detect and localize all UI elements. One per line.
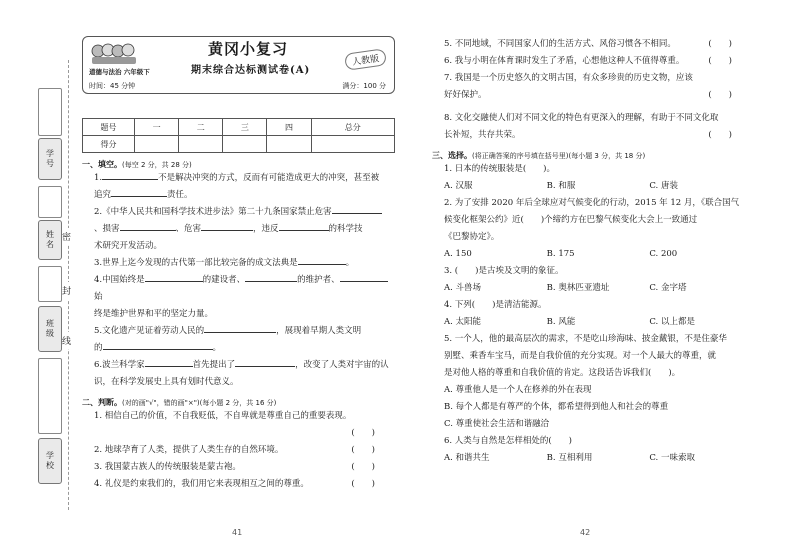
section2-heading <box>82 397 395 408</box>
q-text: ，展现着早期人类文明 <box>276 326 362 336</box>
fill-question-4 <box>82 272 395 306</box>
q-text: 2. 地球孕育了人类，提供了人类生存的自然环境。 <box>94 445 284 455</box>
choice-option[interactable]: B. 每个人都是有尊严的个体，都希望得到他人和社会的尊重 <box>444 402 669 412</box>
section3-heading <box>432 150 752 161</box>
q-text: 识，在科学发展史上具有划时代意义。 <box>94 377 239 387</box>
judge-question-3 <box>82 459 395 476</box>
score-input-cell[interactable] <box>179 136 223 153</box>
q-text: 4. 下列( )是清洁能源。 <box>444 300 547 310</box>
fill-question-6 <box>82 357 395 374</box>
choice-question-6 <box>432 433 752 450</box>
fill-question-5 <box>82 323 395 340</box>
choice-option[interactable]: C. 唐装 <box>649 181 678 191</box>
q-text: ，违反 <box>253 224 279 234</box>
q-text: 8. 文化交融使人们对不同文化的特色有更深入的理解，有助于不同文化取 <box>444 113 719 123</box>
q-text: 始 <box>94 292 103 302</box>
q-text: 5. 一个人，他的最高层次的需求，不是吃山珍海味、披金戴银，不是住豪华 <box>444 334 727 344</box>
q-text: 《巴黎协定》。 <box>444 232 500 242</box>
answer-blank[interactable] <box>102 170 158 180</box>
answer-blank[interactable] <box>298 255 346 265</box>
q-text: 3. 我国蒙古族人的传统服装是蒙古袍。 <box>94 462 241 472</box>
choice-option[interactable]: A. 150 <box>444 249 472 259</box>
strip-box-school <box>38 358 62 434</box>
answer-paren[interactable]: ( ) <box>708 130 732 140</box>
q-text: 7. 我国是一个历史悠久的文明古国，有众多珍贵的历史文物，应该 <box>444 73 693 83</box>
q-text: 不是解决冲突的方式，反而有可能造成更大的冲突，甚至被 <box>158 173 380 183</box>
choice-option[interactable]: B. 风能 <box>546 317 576 327</box>
q-text: 的建设者、 <box>202 275 246 285</box>
section3-note: (将正确答案的序号填在括号里)(每小题 3 分，共 18 分) <box>472 152 646 160</box>
q-text: 的科学技 <box>328 224 363 234</box>
choice-option[interactable]: A. 尊重他人是一个人在修养的外在表现 <box>444 385 592 395</box>
q-num: 3. <box>94 258 103 268</box>
choice-question-2-cont <box>432 212 752 229</box>
answer-paren[interactable]: ( ) <box>351 445 375 455</box>
binding-strip <box>0 0 82 550</box>
choice-options-3 <box>432 280 752 297</box>
answer-blank[interactable] <box>145 272 203 282</box>
answer-paren[interactable]: ( ) <box>708 56 732 66</box>
answer-blank[interactable] <box>120 221 176 231</box>
score-table-score-row <box>83 136 395 153</box>
strip-label-class: 班级 <box>38 306 62 352</box>
score-cell: 四 <box>267 119 311 136</box>
edition-badge: 人教版 <box>344 48 387 71</box>
score-input-cell[interactable] <box>223 136 267 153</box>
answer-blank[interactable] <box>279 221 329 231</box>
fill-question-1 <box>82 170 395 187</box>
seal-char-mi: 密 <box>62 228 71 245</box>
fill-question-2 <box>82 204 395 221</box>
q-text: 3. ( )是古埃及文明的象征。 <box>444 266 564 276</box>
q-text: 波兰科学家 <box>102 360 145 370</box>
seal-char-feng: 封 <box>62 282 71 299</box>
answer-blank[interactable] <box>340 272 388 282</box>
answer-paren[interactable]: ( ) <box>351 462 375 472</box>
subject-grade: 道德与法治 六年级下 <box>89 68 150 76</box>
q-text: 1. 日本的传统服装是( )。 <box>444 164 555 174</box>
q-text: 中国始终是 <box>102 275 145 285</box>
q-text: ，改变了人类对宇宙的认 <box>295 360 389 370</box>
strip-box-top <box>38 88 62 136</box>
choice-options-6 <box>432 450 752 467</box>
choice-options-2 <box>432 246 752 263</box>
fill-question-2-cont2 <box>82 238 395 255</box>
q-text: 2. 为了安排 2020 年后全球应对气候变化的行动，2015 年 12 月，《联合国气 <box>444 198 740 208</box>
strip-label-student-id: 学号 <box>38 138 62 180</box>
q-text: 5. 不同地域，不同国家人们的生活方式、风俗习惯各不相同。 <box>444 39 676 49</box>
judge-question-7-cont <box>432 87 752 104</box>
q-text: 的 <box>94 343 103 353</box>
section2-title: 二、判断。 <box>82 398 122 407</box>
score-cell: 题号 <box>83 119 135 136</box>
answer-blank[interactable] <box>145 357 193 367</box>
q-text: 4. 礼仪是约束我们的，我们用它来表现相互之间的尊重。 <box>94 479 309 489</box>
right-page <box>432 36 752 467</box>
choice-question-1 <box>432 161 752 178</box>
q-text: 6. 我与小明在体育课时发生了矛盾，心想他这种人不值得尊重。 <box>444 56 685 66</box>
choice-option[interactable]: C. 200 <box>649 249 678 259</box>
section1-heading <box>82 159 395 170</box>
seal-char-xian: 线 <box>62 332 71 349</box>
q-text: 长补短，共存共荣。 <box>444 130 521 140</box>
choice-option[interactable]: B. 和服 <box>546 181 576 191</box>
time-limit: 时间：45 分钟 <box>89 82 136 90</box>
choice-question-3 <box>432 263 752 280</box>
left-page <box>82 36 395 493</box>
choice-question-5-cont <box>432 348 752 365</box>
q-text: 6. 人类与自然是怎样相处的( ) <box>444 436 572 446</box>
exam-title: 期末综合达标测试卷(A) <box>191 65 311 76</box>
score-input-cell[interactable] <box>311 136 394 153</box>
judge-question-1 <box>82 408 395 425</box>
choice-option[interactable]: C. 金字塔 <box>649 283 687 293</box>
choice-options-1 <box>432 178 752 195</box>
judge-question-7 <box>432 70 752 87</box>
score-cell: 二 <box>179 119 223 136</box>
q-text: 术研究开发活动。 <box>94 241 163 251</box>
strip-label-name: 姓名 <box>38 220 62 260</box>
answer-blank[interactable] <box>204 323 276 333</box>
q-num: 4. <box>94 275 103 285</box>
score-cell: 一 <box>135 119 179 136</box>
q-num: 5. <box>94 326 103 336</box>
q-text: 候变化框架公约》近( )个缔约方在巴黎气候变化大会上一致通过 <box>444 215 698 225</box>
q-text: 、损害 <box>94 224 120 234</box>
answer-blank[interactable] <box>235 357 295 367</box>
choice-option[interactable]: A. 斗兽场 <box>444 283 482 293</box>
choice-question-2 <box>432 195 752 212</box>
choice-option[interactable]: B. 175 <box>546 249 575 259</box>
section1-note: (每空 2 分，共 28 分) <box>122 161 192 169</box>
strip-label-school: 学校 <box>38 438 62 484</box>
choice-option[interactable]: C. 以上都是 <box>649 317 695 327</box>
section2-note: (对的画"√"，错的画"×")(每小题 2 分，共 16 分) <box>122 399 277 407</box>
fill-question-4-cont <box>82 306 395 323</box>
choice-options-4 <box>432 314 752 331</box>
score-cell: 三 <box>223 119 267 136</box>
answer-paren[interactable]: ( ) <box>351 428 375 438</box>
choice-question-2-cont2 <box>432 229 752 246</box>
score-table <box>82 118 395 153</box>
q-num: 6. <box>94 360 103 370</box>
choice-option[interactable]: C. 尊重使社会生活和谐融洽 <box>444 419 550 429</box>
score-input-cell[interactable] <box>135 136 179 153</box>
judge-question-6 <box>432 53 752 70</box>
q-text: 责任。 <box>167 190 193 200</box>
brand-title: 黄冈小复习 <box>208 40 289 58</box>
q-text: 文化遗产见证着劳动人民的 <box>102 326 205 336</box>
section1-title: 一、填空。 <box>82 160 122 169</box>
choice-option[interactable]: C. 一味索取 <box>649 453 695 463</box>
full-score: 满分：100 分 <box>342 82 386 90</box>
q-text: 。 <box>345 258 355 268</box>
judge-question-8-cont <box>432 127 752 144</box>
exam-header <box>82 36 395 94</box>
answer-blank[interactable] <box>201 221 253 231</box>
choice-question-5-cont2 <box>432 365 752 382</box>
page-number-left: 41 <box>232 528 243 537</box>
score-cell: 得分 <box>83 136 135 153</box>
strip-box-name <box>38 186 62 218</box>
q-text: 好好保护。 <box>444 90 487 100</box>
answer-paren[interactable]: ( ) <box>351 479 375 489</box>
judge-question-2 <box>82 442 395 459</box>
score-table-header-row <box>83 119 395 136</box>
strip-box-class <box>38 266 62 302</box>
q-text: 1. 相信自己的价值，不自我贬低，不自卑就是尊重自己的重要表现。 <box>94 411 352 421</box>
choice-question-4 <box>432 297 752 314</box>
answer-blank[interactable] <box>332 204 382 214</box>
fill-question-3 <box>82 255 395 272</box>
q-text: 首先提出了 <box>192 360 236 370</box>
fill-question-2-cont <box>82 221 395 238</box>
judge-question-8 <box>432 110 752 127</box>
judge-answer-row <box>82 425 395 442</box>
choice-option[interactable]: A. 汉服 <box>444 181 473 191</box>
score-input-cell[interactable] <box>267 136 311 153</box>
q-text: 别墅、乘香车宝马，而是自我价值的充分实现。对一个人最大的尊重，就 <box>444 351 717 361</box>
q-text: 的维护者、 <box>297 275 340 285</box>
choice-option[interactable]: A. 和谐共生 <box>444 453 490 463</box>
q-text: 。 <box>212 343 222 353</box>
judge-question-5 <box>432 36 752 53</box>
q-text: 《中华人民共和国科学技术进步法》第二十九条国家禁止危害 <box>102 207 332 217</box>
q-text: 、危害 <box>175 224 202 234</box>
page-number-right: 42 <box>580 528 591 537</box>
q-text: 终是维护世界和平的坚定力量。 <box>94 309 214 319</box>
choice-question-5 <box>432 331 752 348</box>
answer-blank[interactable] <box>245 272 297 282</box>
q-num: 2. <box>94 207 103 217</box>
fill-question-5-cont <box>82 340 395 357</box>
answer-blank[interactable] <box>111 187 167 197</box>
section3-title: 三、选择。 <box>432 151 472 160</box>
answer-paren[interactable]: ( ) <box>708 39 732 49</box>
answer-paren[interactable]: ( ) <box>708 90 732 100</box>
q-text: 世界上迄今发现的古代第一部比较完备的成文法典是 <box>102 258 298 268</box>
children-illustration-icon <box>91 41 137 65</box>
score-cell: 总分 <box>311 119 394 136</box>
choice-option[interactable]: B. 互相利用 <box>546 453 593 463</box>
fill-question-1-cont <box>82 187 395 204</box>
choice-option[interactable]: A. 太阳能 <box>444 317 482 327</box>
fill-question-6-cont <box>82 374 395 391</box>
q-text: 是对他人格的尊重和自我价值的肯定。这段话告诉我们( )。 <box>444 368 681 378</box>
choice-option[interactable]: B. 奥林匹亚遗址 <box>546 283 610 293</box>
answer-blank[interactable] <box>103 340 213 350</box>
judge-question-4 <box>82 476 395 493</box>
q-num: 1. <box>94 173 103 183</box>
q-text: 追究 <box>94 190 112 200</box>
